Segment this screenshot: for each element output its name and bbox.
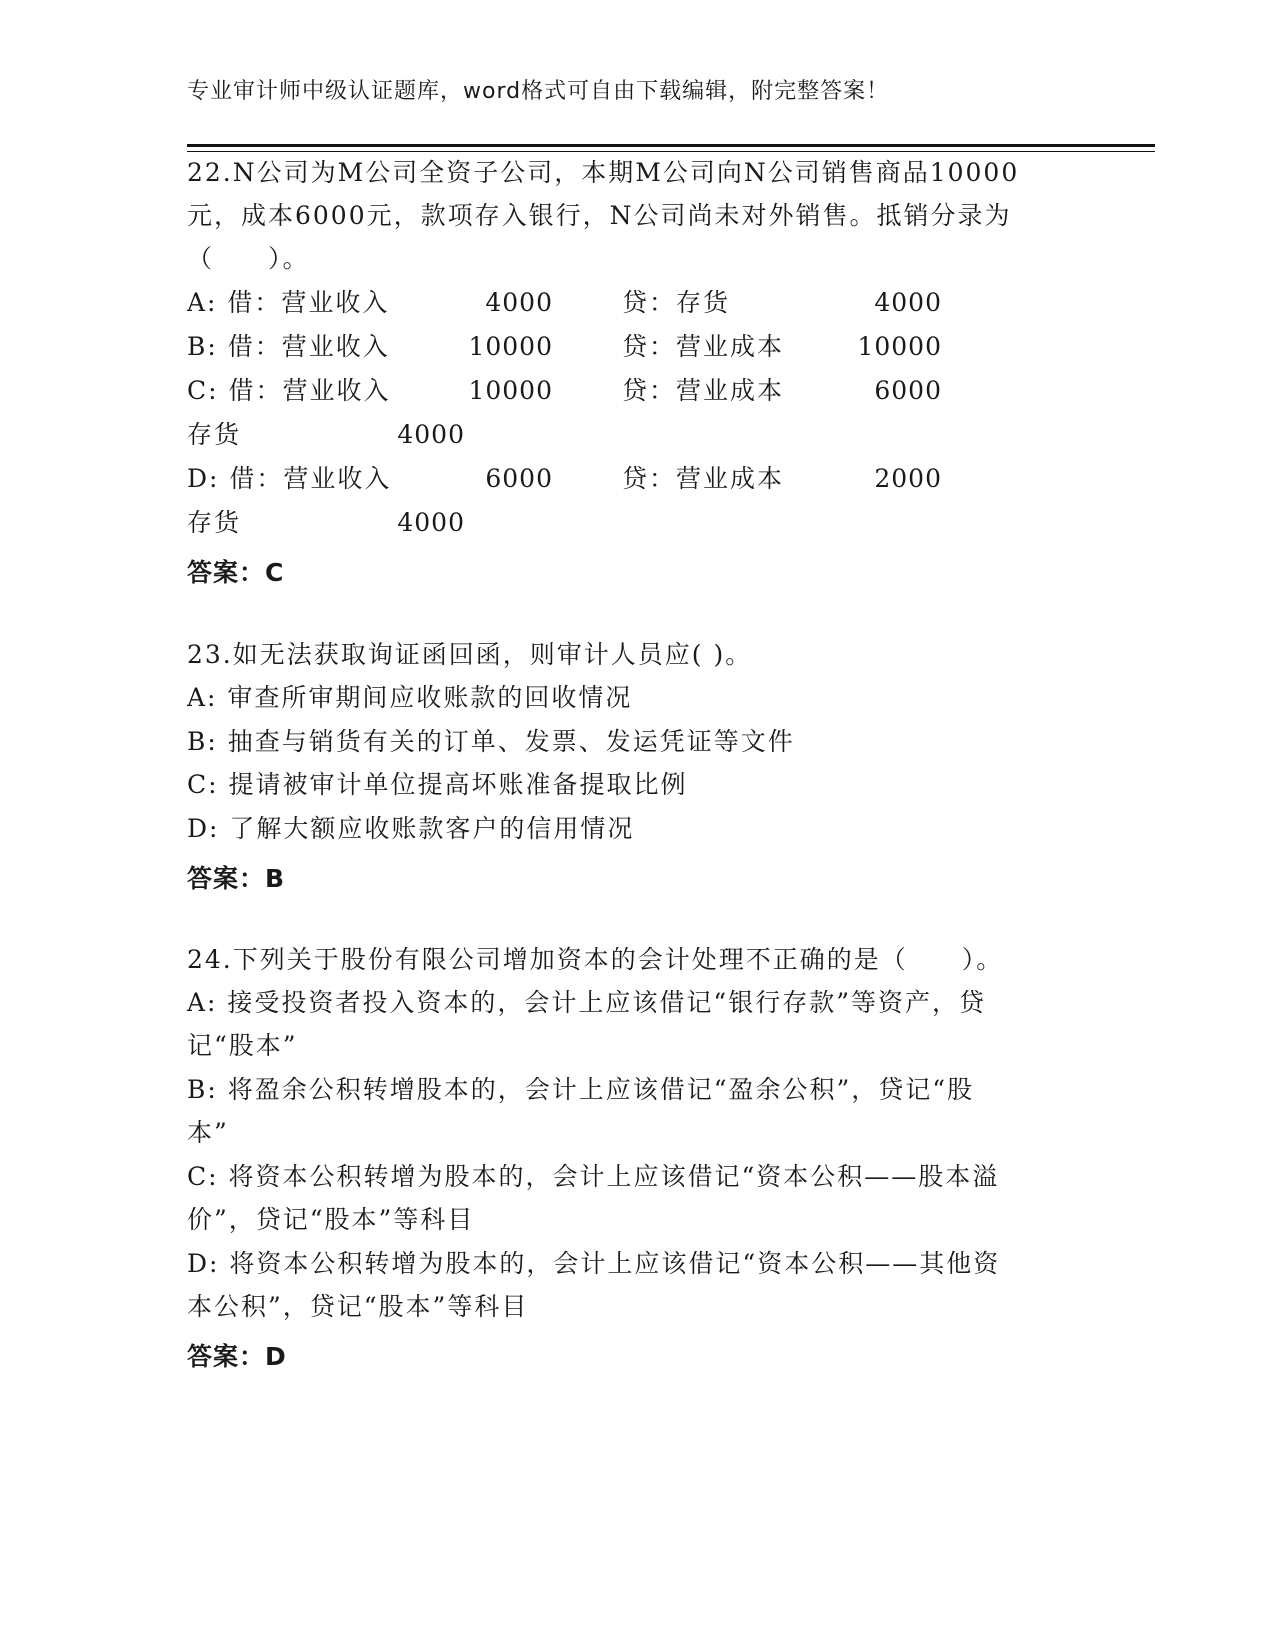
q24-answer: 答案：D [187,1342,287,1371]
q22-option-d-extra: 4000 [397,508,465,537]
q22-option-a-credit: 4000 [874,288,942,317]
header-rule-thin [187,151,1155,152]
q23-option-b: B: 抽查与销货有关的订单、发票、发运凭证等文件 [187,727,795,756]
q22-option-c-debit: 10000 [468,376,553,405]
q22-option-d-debit: 6000 [485,464,553,493]
q22-option-d-extra-label: 存货 [187,508,242,537]
q23-option-a: A: 审查所审期间应收账款的回收情况 [187,683,633,712]
q22-option-c-credit-label: 贷：营业成本 [622,376,785,405]
q24-line-7: D: 将资本公积转增为股本的，会计上应该借记“资本公积——其他资 [187,1249,1001,1278]
q23-option-d: D: 了解大额应收账款客户的信用情况 [187,814,635,843]
q22-option-d-label: D: 借：营业收入 [187,464,392,493]
q22-option-a-debit: 4000 [485,288,553,317]
q24-stem: 24.下列关于股份有限公司增加资本的会计处理不正确的是（ ）。 [187,945,1004,974]
q24-line-6: 价”，贷记“股本”等科目 [187,1205,475,1234]
q24-line-4: 本” [187,1118,229,1147]
q22-option-c-extra: 4000 [397,420,465,449]
q24-line-5: C: 将资本公积转增为股本的，会计上应该借记“资本公积——股本溢 [187,1162,1000,1191]
q22-option-b-credit: 10000 [857,332,942,361]
q23-option-c: C: 提请被审计单位提高坏账准备提取比例 [187,770,688,799]
q22-option-d-credit-label: 贷：营业成本 [622,464,785,493]
q22-option-a-credit-label: 贷：存货 [622,288,731,317]
q22-option-c-label: C: 借：营业收入 [187,376,391,405]
q22-option-b-debit: 10000 [468,332,553,361]
header-rule-thick [187,144,1155,147]
q24-line-3: B: 将盈余公积转增股本的，会计上应该借记“盈余公积”，贷记“股 [187,1075,975,1104]
q22-answer: 答案：C [187,558,285,587]
q24-line-1: A: 接受投资者投入资本的，会计上应该借记“银行存款”等资产，贷 [187,988,986,1017]
q22-option-b-credit-label: 贷：营业成本 [622,332,785,361]
q22-stem-line-1: 22.N公司为M公司全资子公司，本期M公司向N公司销售商品10000 [187,158,1020,187]
q22-stem-line-2: 元，成本6000元，款项存入银行，N公司尚未对外销售。抵销分录为 [187,201,1012,230]
q24-line-2: 记“股本” [187,1031,298,1060]
q24-line-8: 本公积”，贷记“股本”等科目 [187,1292,529,1321]
q22-option-d-credit: 2000 [874,464,942,493]
q22-stem-line-3: （ ）。 [187,244,310,273]
q22-option-c-credit: 6000 [874,376,942,405]
q22-option-c-extra-label: 存货 [187,420,242,449]
q23-answer: 答案：B [187,864,286,893]
q23-stem: 23.如无法获取询证函回函，则审计人员应( )。 [187,640,753,669]
q22-option-b-label: B: 借：营业收入 [187,332,390,361]
page-header: 专业审计师中级认证题库，word格式可自由下载编辑，附完整答案！ [187,79,890,104]
q22-option-a-label: A: 借：营业收入 [187,288,390,317]
